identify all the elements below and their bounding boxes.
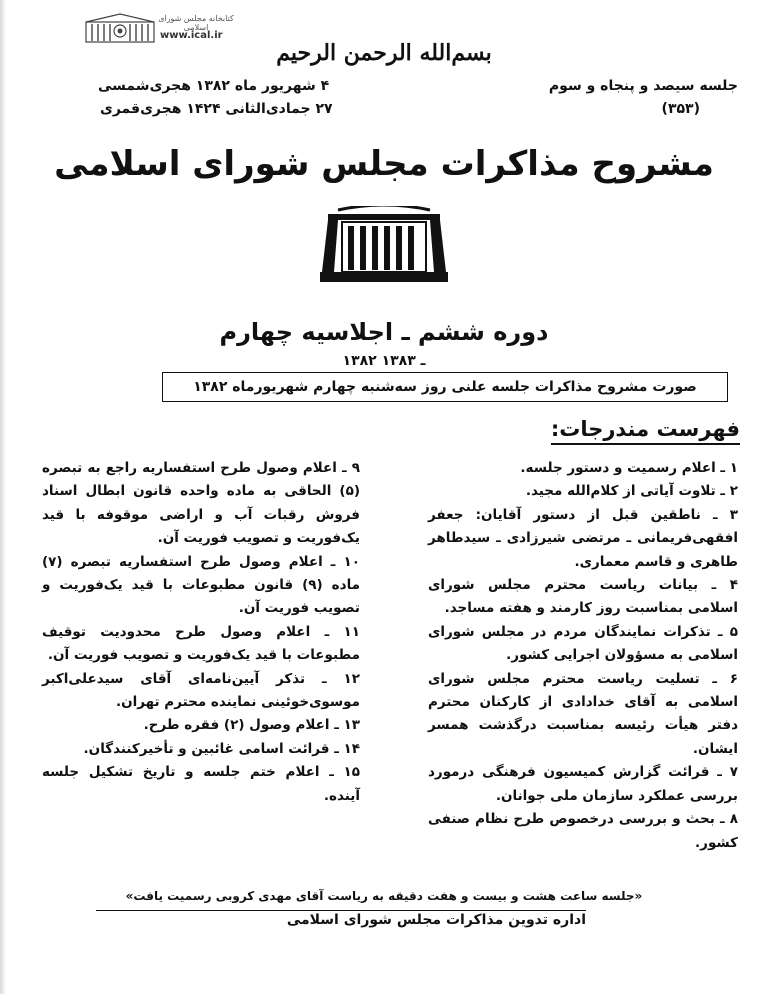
toc-item: ۹ ـ اعلام وصول طرح استفساریه راجع به تبصره (۵) الحاقی به ماده واحده قانون ابطال اسناد فروش رقبات آب و اراضی موقوفه با قید یک‌فوریت و تصویب فوریت آن.	[42, 460, 360, 547]
footer-office: اداره تدوین مذاکرات مجلس شورای اسلامی	[286, 912, 586, 928]
toc-item: ۱۵ ـ اعلام ختم جلسه و تاریخ تشکیل جلسه آینده.	[42, 764, 360, 804]
toc-item: ۷ ـ قرائت گزارش کمیسیون فرهنگی درمورد بررسی عملکرد سازمان ملی جوانان.	[428, 764, 738, 804]
session-label: جلسه سیصد و پنجاه و سوم	[548, 78, 738, 94]
toc-item: ۱۱ ـ اعلام وصول طرح محدودیت توقیف مطبوعات با قید یک‌فوریت و تصویب فوریت آن.	[42, 623, 360, 664]
toc-heading: فهرست مندرجات:	[551, 417, 740, 445]
date-lunar: ۲۷ جمادی‌الثانی ۱۴۲۴ هجری‌قمری	[100, 101, 333, 117]
page-title: مشروح مذاکرات مجلس شورای اسلامی	[54, 144, 714, 184]
date-solar: ۴ شهریور ماه ۱۳۸۲ هجری‌شمسی	[98, 78, 330, 94]
toc-item: ۳ ـ ناطقین قبل از دستور آقایان: جعفر افقهی‌فریمانی ـ مرتضی شیرزادی ـ سیدطاهر طاهری و قاسم معماری.	[428, 506, 738, 570]
toc-item: ۶ ـ تسلیت ریاست محترم مجلس شورای اسلامی به آقای خدادادی از کارکنان محترم دفتر هیأت رئیسه بمناسبت درگذشت همسر ایشان.	[428, 670, 738, 757]
toc-item: ۸ ـ بحث و بررسی درخصوص طرح نظام صنفی کشور.	[428, 811, 738, 851]
bismillah: بسم‌الله الرحمن الرحیم	[276, 40, 492, 66]
toc-column-left	[42, 457, 360, 808]
toc-item: ۱ ـ اعلام رسمیت و دستور جلسه.	[520, 460, 738, 476]
session-number: (۳۵۳)	[661, 101, 700, 117]
toc-item: ۱۰ ـ اعلام وصول طرح استفساریه تبصره (۷) ماده (۹) قانون مطبوعات با قید یک‌فوریت و تصویب فوریت آن.	[42, 553, 360, 617]
legislative-period: دوره ششم ـ اجلاسیه چهارم	[219, 318, 549, 346]
toc-item: ۱۳ ـ اعلام وصول (۲) فقره طرح.	[143, 717, 360, 734]
library-name: کتابخانه مجلس شورای اسلامی	[158, 14, 234, 32]
toc-item: ۵ ـ تذکرات نمایندگان مردم در مجلس شورای اسلامی به مسؤولان اجرایی کشور.	[428, 623, 738, 664]
toc-item: ۱۴ ـ قرائت اسامی غائبین و تأخیرکنندگان.	[83, 740, 360, 757]
session-start-note: «جلسه ساعت هشت و بیست و هفت دقیقه به ریاست آقای مهدی کروبی رسمیت یافت»	[125, 889, 643, 903]
toc-item: ۴ ـ بیانات ریاست محترم مجلس شورای اسلامی بمناسبت روز کارمند و هفته مساجد.	[428, 577, 738, 617]
library-url[interactable]: www.ical.ir	[160, 30, 223, 41]
session-description-box: صورت مشروح مذاکرات جلسه علنی روز سه‌شنبه چهارم شهریورماه ۱۳۸۲	[162, 372, 728, 402]
footer-divider	[96, 910, 586, 911]
majlis-emblem-icon	[318, 206, 450, 286]
toc-column-right	[428, 457, 738, 855]
legislative-years: ۱۳۸۲ ـ ۱۳۸۳	[342, 353, 426, 369]
toc-item: ۲ ـ تلاوت آیاتی از کلام‌الله مجید.	[525, 483, 738, 500]
toc-item: ۱۲ ـ تذکر آیین‌نامه‌ای آقای سیدعلی‌اکبر موسوی‌خوئینی نماینده محترم تهران.	[42, 670, 360, 711]
